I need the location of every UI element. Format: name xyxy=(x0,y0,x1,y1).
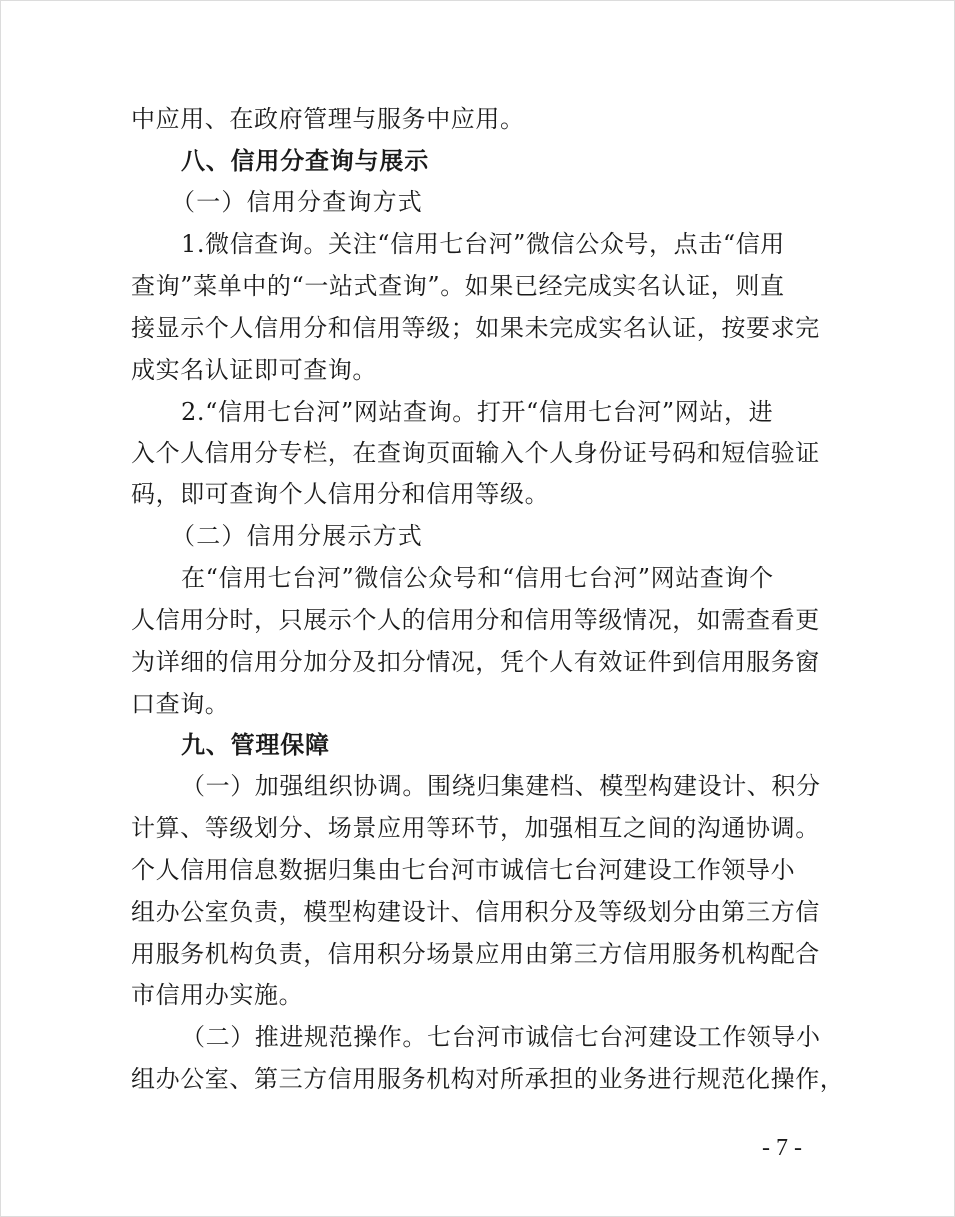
paragraph-line: 接显示个人信用分和信用等级；如果未完成实名认证，按要求完 xyxy=(131,314,820,342)
paragraph-line: 成实名认证即可查询。 xyxy=(131,356,377,384)
paragraph-line: 组办公室负责，模型构建设计、信用积分及等级划分由第三方信 xyxy=(131,898,820,926)
paragraph-line: 1.微信查询。关注“信用七台河”微信公众号，点击“信用 xyxy=(181,230,785,258)
paragraph-line: 2.“信用七台河”网站查询。打开“信用七台河”网站，进 xyxy=(181,398,774,426)
subsection-heading-8-2: （二）信用分展示方式 xyxy=(171,522,423,550)
paragraph-line: 人信用分时，只展示个人的信用分和信用等级情况，如需查看更 xyxy=(131,606,820,634)
paragraph-line: （二）推进规范操作。七台河市诚信七台河建设工作领导小 xyxy=(181,1023,821,1051)
paragraph-line: 计算、等级划分、场景应用等环节，加强相互之间的沟通协调。 xyxy=(131,814,820,842)
paragraph-line: 市信用办实施。 xyxy=(131,981,304,1009)
subsection-heading-8-1: （一）信用分查询方式 xyxy=(171,188,423,216)
paragraph-line: 入个人信用分专栏，在查询页面输入个人身份证号码和短信验证 xyxy=(131,439,820,467)
paragraph-line: （一）加强组织协调。围绕归集建档、模型构建设计、积分 xyxy=(181,772,821,800)
paragraph-line: 为详细的信用分加分及扣分情况，凭个人有效证件到信用服务窗 xyxy=(131,648,820,676)
section-heading-8: 八、信用分查询与展示 xyxy=(181,147,429,175)
paragraph-line: 个人信用信息数据归集由七台河市诚信七台河建设工作领导小 xyxy=(131,856,796,884)
paragraph-line: 口查询。 xyxy=(131,690,230,718)
section-heading-9: 九、管理保障 xyxy=(181,731,330,759)
paragraph-line: 中应用、在政府管理与服务中应用。 xyxy=(131,105,525,133)
paragraph-line: 组办公室、第三方信用服务机构对所承担的业务进行规范化操作， xyxy=(131,1065,845,1093)
paragraph-line: 码，即可查询个人信用分和信用等级。 xyxy=(131,480,550,508)
paragraph-line: 在“信用七台河”微信公众号和“信用七台河”网站查询个 xyxy=(181,564,774,592)
paragraph-line: 用服务机构负责，信用积分场景应用由第三方信用服务机构配合 xyxy=(131,940,820,968)
page-number: - 7 - xyxy=(762,1135,802,1161)
paragraph-line: 查询”菜单中的“一站式查询”。如果已经完成实名认证，则直 xyxy=(131,272,785,300)
